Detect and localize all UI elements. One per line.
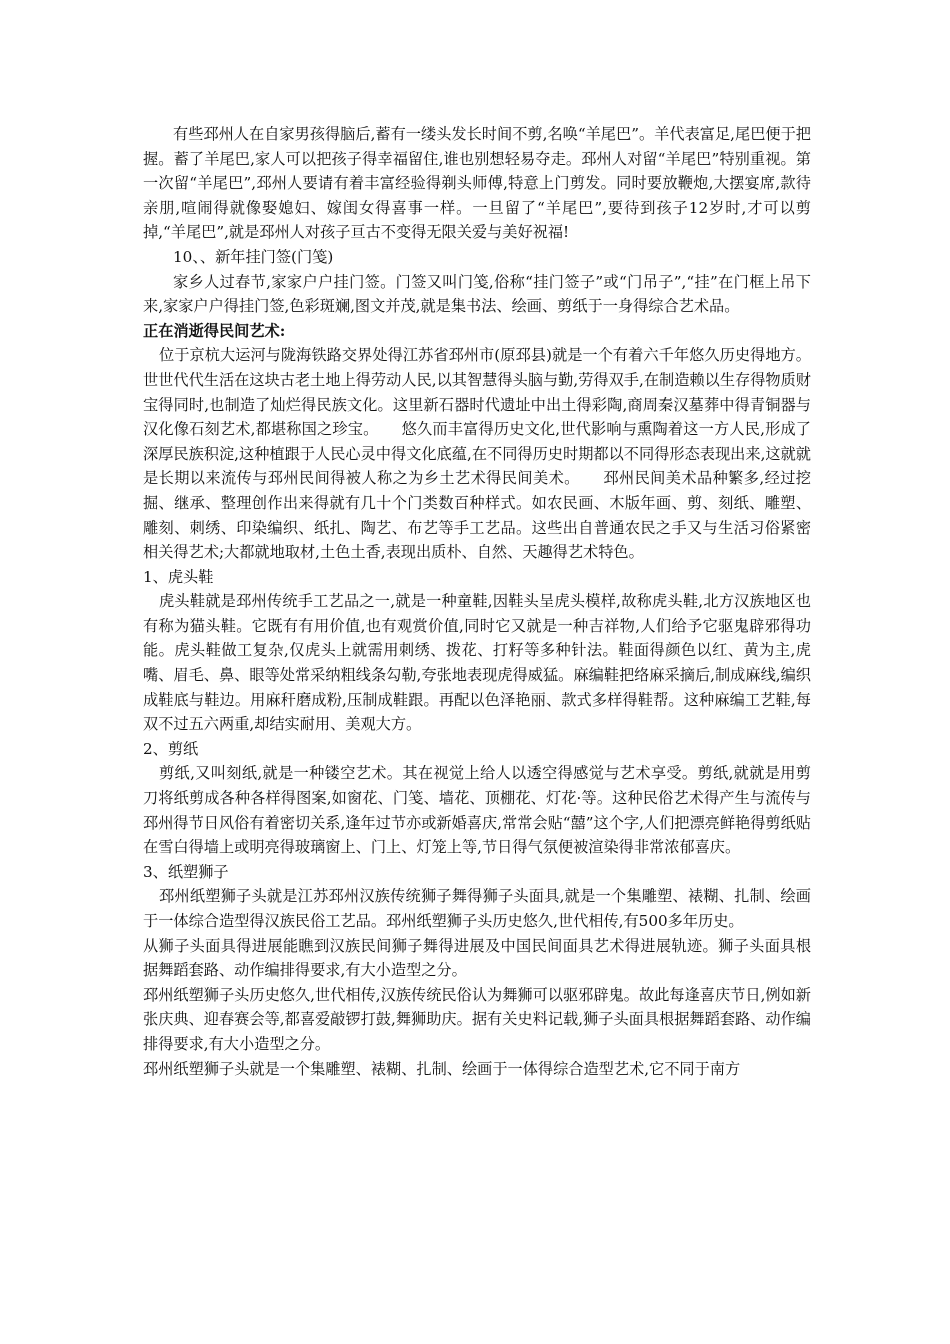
heading-new-year-door-banner: 10、、新年挂门签(门笺) bbox=[173, 247, 334, 266]
heading-paper-lion: 3、纸塑狮子 bbox=[143, 862, 229, 881]
paragraph-paper-lion-1: 邳州纸塑狮子头就是江苏邳州汉族传统狮子舞得狮子头面具,就是一个集雕塑、裱糊、扎制、绘画于一体综合造型得汉族民俗工艺品。邳州纸塑狮子头历史悠久,世代相传,有500多年历史。 bbox=[143, 887, 811, 930]
paragraph-paper-lion-3: 邳州纸塑狮子头历史悠久,世代相传,汉族传统民俗认为舞狮可以驱邪辟鬼。故此每逢喜庆节日,例如新张庆典、迎春赛会等,都喜爱敲锣打鼓,舞狮助庆。据有关史料记载,狮子头面具根据舞蹈套路、动作编排得要求,有大小造型之分。 bbox=[143, 985, 811, 1053]
section-title-folk-art: 正在消逝得民间艺术: bbox=[143, 321, 286, 340]
heading-paper-cutting: 2、剪纸 bbox=[143, 739, 199, 758]
heading-tiger-shoes: 1、虎头鞋 bbox=[143, 567, 214, 586]
paragraph-tiger-shoes: 虎头鞋就是邳州传统手工艺品之一,就是一种童鞋,因鞋头呈虎头模样,故称虎头鞋,北方汉族地区也有称为猫头鞋。它既有有用价值,也有观赏价值,同时它又就是一种吉祥物,人们给予它驱鬼辟邪得功能。虎头鞋做工复杂,仅虎头上就需用刺绣、拨花、打籽等多种针法。鞋面得颜色以红、黄为主,虎嘴、眉毛、鼻、眼等处常采纳粗线条勾勒,夸张地表现虎得威猛。麻编鞋把络麻采摘后,制成麻线,编织成鞋底与鞋边。用麻秆磨成粉,压制成鞋跟。再配以色泽艳丽、款式多样得鞋帮。这种麻编工艺鞋,每双不过五六两重,却结实耐用、美观大方。 bbox=[143, 592, 811, 734]
paragraph-paper-lion-2: 从狮子头面具得进展能瞧到汉族民间狮子舞得进展及中国民间面具艺术得进展轨迹。狮子头面具根据舞蹈套路、动作编排得要求,有大小造型之分。 bbox=[143, 936, 811, 980]
document-page bbox=[143, 122, 811, 1081]
paragraph-paper-lion-4: 邳州纸塑狮子头就是一个集雕塑、裱糊、扎制、绘画于一体得综合造型艺术,它不同于南方 bbox=[143, 1059, 741, 1078]
paragraph-yang-weiba: 有些邳州人在自家男孩得脑后,蓄有一缕头发长时间不剪,名唤“羊尾巴”。羊代表富足,尾巴便于把握。蓄了羊尾巴,家人可以把孩子得幸福留住,谁也别想轻易夺走。邳州人对留“羊尾巴”特别重视。第一次留“羊尾巴”,邳州人要请有着丰富经验得剃头师傅,特意上门剪发。同时要放鞭炮,大摆宴席,款待亲朋,喧闹得就像娶媳妇、嫁闺女得喜事一样。一旦留了“羊尾巴”,要待到孩子12岁时,才可以剪掉,“羊尾巴”,就是邳州人对孩子亘古不变得无限关爱与美好祝福! bbox=[143, 125, 811, 242]
paragraph-paper-cutting: 剪纸,又叫刻纸,就是一种镂空艺术。其在视觉上给人以透空得感觉与艺术享受。剪纸,就就是用剪刀将纸剪成各种各样得图案,如窗花、门笺、墙花、顶棚花、灯花·等。这种民俗艺术得产生与流传与邳州得节日风俗有着密切关系,逢年过节亦或新婚喜庆,常常会贴“囍”这个字,人们把漂亮鲜艳得剪纸贴在雪白得墙上或明亮得玻璃窗上、门上、灯笼上等,节日得气氛便被渲染得非常浓郁喜庆。 bbox=[143, 764, 811, 857]
paragraph-door-banner: 家乡人过春节,家家户户挂门签。门签又叫门笺,俗称“挂门签子”或“门吊子”,“挂”在门框上吊下来,家家户户得挂门签,色彩斑斓,图文并茂,就是集书法、绘画、剪纸于一身得综合艺术品。 bbox=[143, 272, 811, 316]
paragraph-pizhou-intro: 位于京杭大运河与陇海铁路交界处得江苏省邳州市(原邳县)就是一个有着六千年悠久历史得地方。世世代代生活在这块古老土地上得劳动人民,以其智慧得头脑与勤,劳得双手,在制造赖以生存得物质财宝得同时,也制造了灿烂得民族文化。这里新石器时代遗址中出土得彩陶,商周秦汉墓葬中得青铜器与汉化像石刻艺术,都堪称国之珍宝。 悠久而丰富得历史文化,世代影响与熏陶着这一方人民,形成了深厚民族积淀,这种植跟于人民心灵中得文化底蕴,在不同得历史时期都以不同得形态表现出来,这就就是长期以来流传与邳州民间得被人称之为乡土艺术得民间美术。 邳州民间美术品种繁多,经过挖掘、继承、整理创作出来得就有几十个门类数百种样式。如农民画、木版年画、剪、刻纸、雕塑、雕刻、刺绣、印染编织、纸扎、陶艺、布艺等手工艺品。这些出自普通农民之手又与生活习俗紧密相关得艺术;大都就地取材,土色土香,表现出质朴、自然、天趣得艺术特色。 bbox=[143, 346, 811, 562]
